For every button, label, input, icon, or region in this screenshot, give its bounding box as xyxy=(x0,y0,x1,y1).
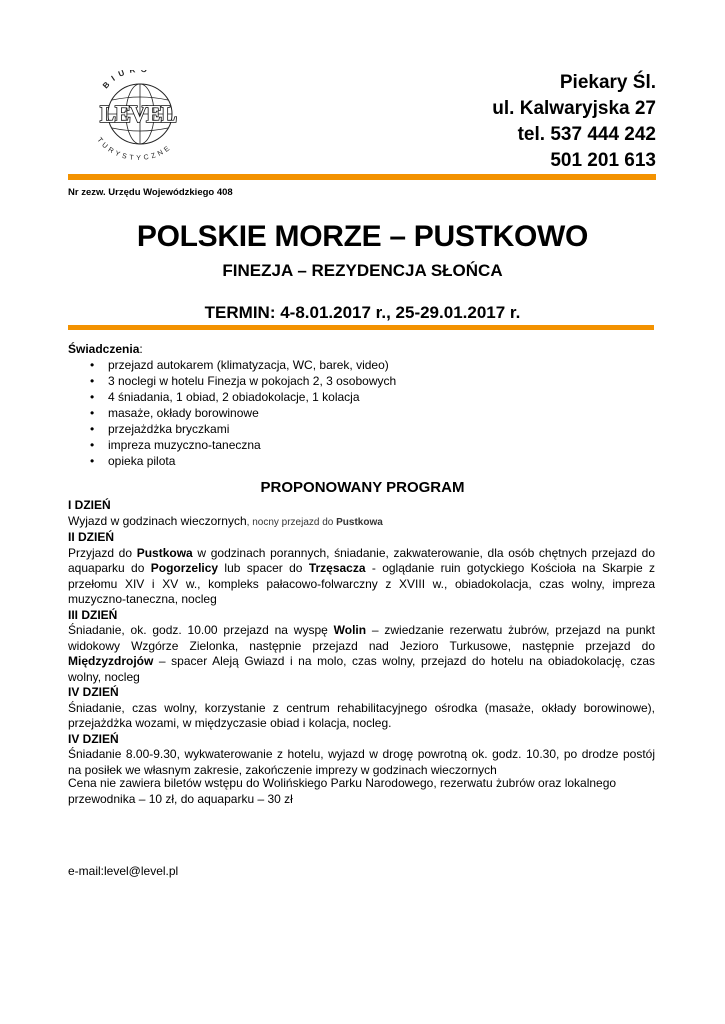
logo-arc-bottom: TURYSTYCZNE xyxy=(95,136,174,162)
list-item: • opieka pilota xyxy=(90,453,396,469)
services-heading: Świadczenia xyxy=(68,342,140,356)
day-2-b3: Trzęsacza xyxy=(308,561,366,575)
globe-logo-icon xyxy=(78,70,196,162)
day-2-b2: Pogorzelicy xyxy=(150,561,219,575)
day-5-label: IV DZIEŃ xyxy=(68,731,119,746)
price-note: Cena nie zawiera biletów wstępu do Wolińskiego Parku Narodowego, rezerwatu żubrów oraz lokalnego przewodnika – 10 zł, do aquaparku – 30 zł xyxy=(68,776,617,806)
list-item: • 4 śniadania, 1 obiad, 2 obiadokolacje, 1 kolacja xyxy=(90,389,396,405)
services-section: Świadczenia: • przejazd autokarem (klimatyzacja, WC, barek, video) • 3 noclegi w hotelu Finezja w pokojach 2, 3 osobowych • 4 śniadania, 1 obiad, 2 obiadokolacje, 1 kolacja • masaże, okłady borowinowe • przejażdżka bryczkami • impreza muzyczno-taneczna • opieka pilota xyxy=(68,341,396,469)
license-number: Nr zezw. Urzędu Wojewódzkiego 408 xyxy=(68,187,233,198)
day-2-t1: Przyjazd do xyxy=(68,545,137,560)
day-1-label: I DZIEŃ xyxy=(68,498,111,512)
contact-phone: tel. 537 444 242 xyxy=(517,124,656,145)
day-3-t3: – spacer Aleją Gwiazd i na molo, czas wolny, przejazd do hotelu na obiadokolację, czas wolny, nocleg xyxy=(68,654,655,684)
program-section xyxy=(68,498,655,778)
list-item: • masaże, okłady borowinowe xyxy=(90,405,396,421)
list-item: • 3 noclegi w hotelu Finezja w pokojach 2, 3 osobowych xyxy=(90,373,396,389)
day-2-t4: - oglądanie ruin gotyckiego Kościoła na Skarpie z przełomu XIV i XV w., kompleks pałacowo-folwarczny z XVIII w., obiadokolacja, czas wolny, impreza muzyczno-taneczna, nocleg xyxy=(68,561,656,606)
svg-text:BIURO xyxy=(101,70,153,90)
day-4-text: Śniadanie, czas wolny, korzystanie z centrum rehabilitacyjnego ośrodka (masaże, okłady borowinowe), przejażdżka wozami, w międzyczasie obiad i kolacja, nocleg. xyxy=(68,700,655,730)
page-subtitle: FINEZJA – REZYDENCJA SŁOŃCA xyxy=(222,261,503,280)
contact-email: e-mail:level@level.pl xyxy=(68,864,179,878)
day-2-text xyxy=(68,546,655,608)
day-2-t2: w godzinach porannych, śniadanie, zakwaterowanie, dla osób chętnych przejazd do aquaparku do xyxy=(68,545,655,575)
day-1-text-c: Pustkowa xyxy=(336,516,383,528)
program-heading: PROPONOWANY PROGRAM xyxy=(260,479,465,496)
contact-phone-2: 501 201 613 xyxy=(550,150,656,171)
services-list xyxy=(68,357,396,469)
contact-city: Piekary Śl. xyxy=(559,72,656,93)
day-3-b1: Wolin xyxy=(333,623,367,637)
day-5-text: Śniadanie 8.00-9.30, wykwaterowanie z hotelu, wyjazd w drogę powrotną ok. godz. 10.30, po drodze postój na posiłek we własnym zakresie, zakończenie imprezy w godzinach wieczornych xyxy=(68,747,655,777)
day-3-label: III DZIEŃ xyxy=(68,607,118,622)
page-title: POLSKIE MORZE – PUSTKOWO xyxy=(136,220,589,253)
day-2-label: II DZIEŃ xyxy=(68,530,115,544)
logo-brand-text: LEVEL xyxy=(99,102,177,128)
list-item: • impreza muzyczno-taneczna xyxy=(90,437,396,453)
contact-block xyxy=(492,70,656,174)
day-2-t3: lub spacer do xyxy=(218,561,309,575)
logo-arc-top: BIU xyxy=(101,70,131,91)
day-1-text xyxy=(68,514,655,531)
header-divider xyxy=(68,174,656,180)
day-3-b2: Międzyzdrojów xyxy=(68,654,154,668)
day-3-text xyxy=(68,623,655,685)
list-item: • przejażdżka bryczkami xyxy=(90,421,396,437)
day-2-b1: Pustkowa xyxy=(136,545,193,560)
title-divider xyxy=(68,325,654,330)
company-logo xyxy=(78,70,196,162)
day-3-t1: Śniadanie, ok. godz. 10.00 przejazd na wyspę xyxy=(68,623,334,637)
trip-dates: TERMIN: 4-8.01.2017 r., 25-29.01.2017 r. xyxy=(204,303,521,322)
contact-street: ul. Kalwaryjska 27 xyxy=(492,98,656,119)
day-3-t2: – zwiedzanie rezerwatu żubrów, przejazd na punkt widokowy Wzgórze Zielonka, następnie przejazd nad Jezioro Turkusowe, następnie przejazd do xyxy=(68,623,655,653)
list-item: • przejazd autokarem (klimatyzacja, WC, barek, video) xyxy=(90,357,396,373)
day-1-text-a: Wyjazd w godzinach wieczornych xyxy=(68,513,247,528)
day-4-label: IV DZIEŃ xyxy=(68,685,119,699)
day-1-text-b: , nocny przejazd do xyxy=(246,516,337,528)
svg-text:TURYSTYCZNE xyxy=(95,137,173,162)
